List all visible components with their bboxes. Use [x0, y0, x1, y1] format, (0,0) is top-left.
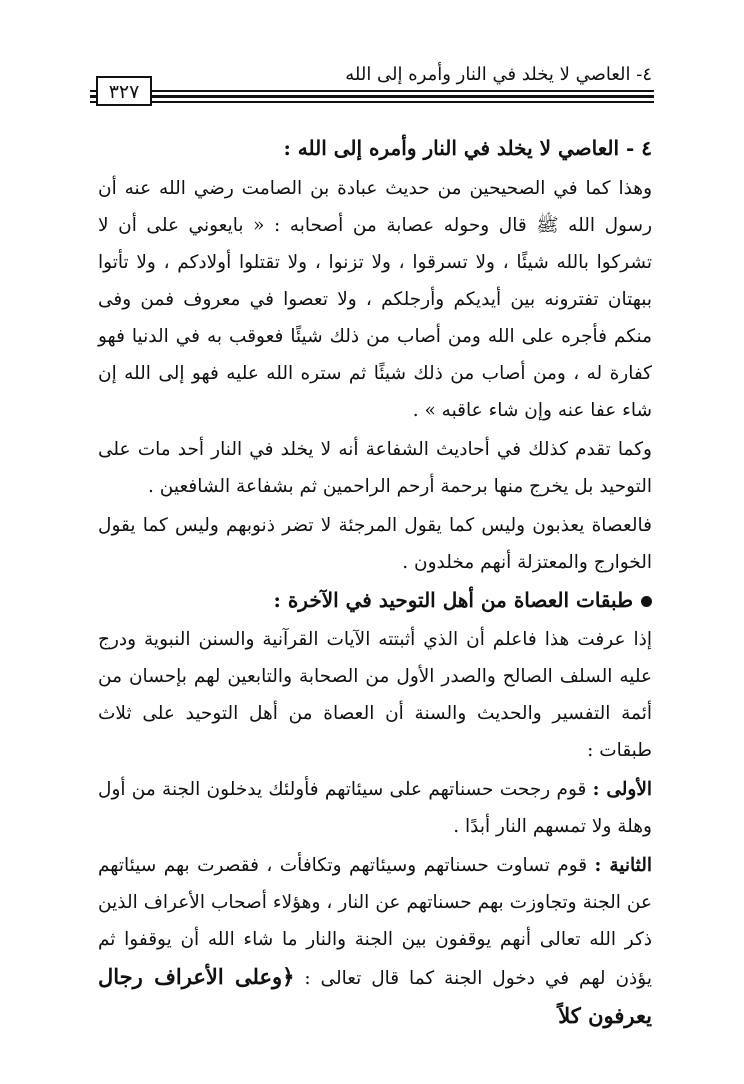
paragraph-tiers-intro: إذا عرفت هذا فاعلم أن الذي أثبتته الآيات القرآنية والسنن النبوية ودرج عليه السلف الصالح والصدر الأول من الصحابة والتابعين لهم بإحسان من أئمة التفسير والحديث والسنة أن العصاة من أهل التوحيد على ثلاث طبقات :	[98, 629, 652, 761]
subsection-heading	[98, 583, 652, 617]
subsection-heading-text: طبقات العصاة من أهل التوحيد في الآخرة :	[273, 588, 633, 612]
paragraph-sinners: فالعصاة يعذبون وليس كما يقول المرجئة لا تضر ذنوبهم وليس كما يقول الخوارج والمعتزلة أنهم مخلدون .	[98, 515, 652, 573]
bullet-icon	[641, 596, 652, 607]
tier-second-label: الثانية :	[594, 855, 652, 876]
paragraph-tier-first	[98, 771, 652, 845]
header-rule-line-bottom	[90, 101, 654, 103]
header-rule	[90, 86, 654, 104]
paragraph-intercession: وكما تقدم كذلك في أحاديث الشفاعة أنه لا يخلد في النار أحد مات على التوحيد بل يخرج منها برحمة أرحم الراحمين ثم بشفاعة الشافعين .	[98, 439, 652, 497]
tier-first-label: الأولى :	[592, 779, 653, 800]
paragraph-hadith: وهذا كما في الصحيحين من حديث عبادة بن الصامت رضي الله عنه أن رسول الله ﷺ قال وحوله عصابة من أصحابه : « بايعوني على أن لا تشركوا بالله شيئًا ، ولا تسرقوا ، ولا تزنوا ، ولا تقتلوا أولادكم ، ولا تأتوا ببهتان تفترونه بين أيديكم وأرجلكم ، ولا تعصوا في معروف فمن وفى منكم فأجره على الله ومن أصاب من ذلك شيئًا فعوقب به في الدنيا فهو كفارة له ، ومن أصاب من ذلك شيئًا ثم ستره الله عليه فهو إلى الله إن شاء عفا عنه وإن شاء عاقبه » .	[98, 178, 652, 421]
section-heading: ٤ - العاصي لا يخلد في النار وأمره إلى الله :	[283, 136, 652, 160]
page-number: ٣٢٧	[96, 76, 152, 106]
tier-first-text: قوم رجحت حسناتهم على سيئاتهم فأولئك يدخلون الجنة من أول وهلة ولا تمسهم النار أبدًا .	[98, 779, 652, 837]
running-header-title: ٤- العاصي لا يخلد في النار وأمره إلى الله	[345, 64, 652, 85]
header-rule-line-middle	[90, 95, 654, 98]
header-rule-line-top	[90, 90, 654, 92]
page-body	[98, 128, 652, 1036]
tier-second-text: قوم تساوت حسناتهم وسيئاتهم وتكافأت ، فقصرت بهم سيئاتهم عن الجنة وتجاوزت بهم حسناتهم عن النار ، وهؤلاء أصحاب الأعراف الذين ذكر الله تعالى أنهم يوقفون بين الجنة والنار ما شاء الله أن يوقفوا ثم يؤذن لهم في دخول الجنة كما قال تعالى :	[98, 855, 652, 989]
quran-verse: ﴿وعلى الأعراف رجال يعرفون كلاً	[98, 964, 652, 1028]
paragraph-tier-second	[98, 847, 652, 1036]
